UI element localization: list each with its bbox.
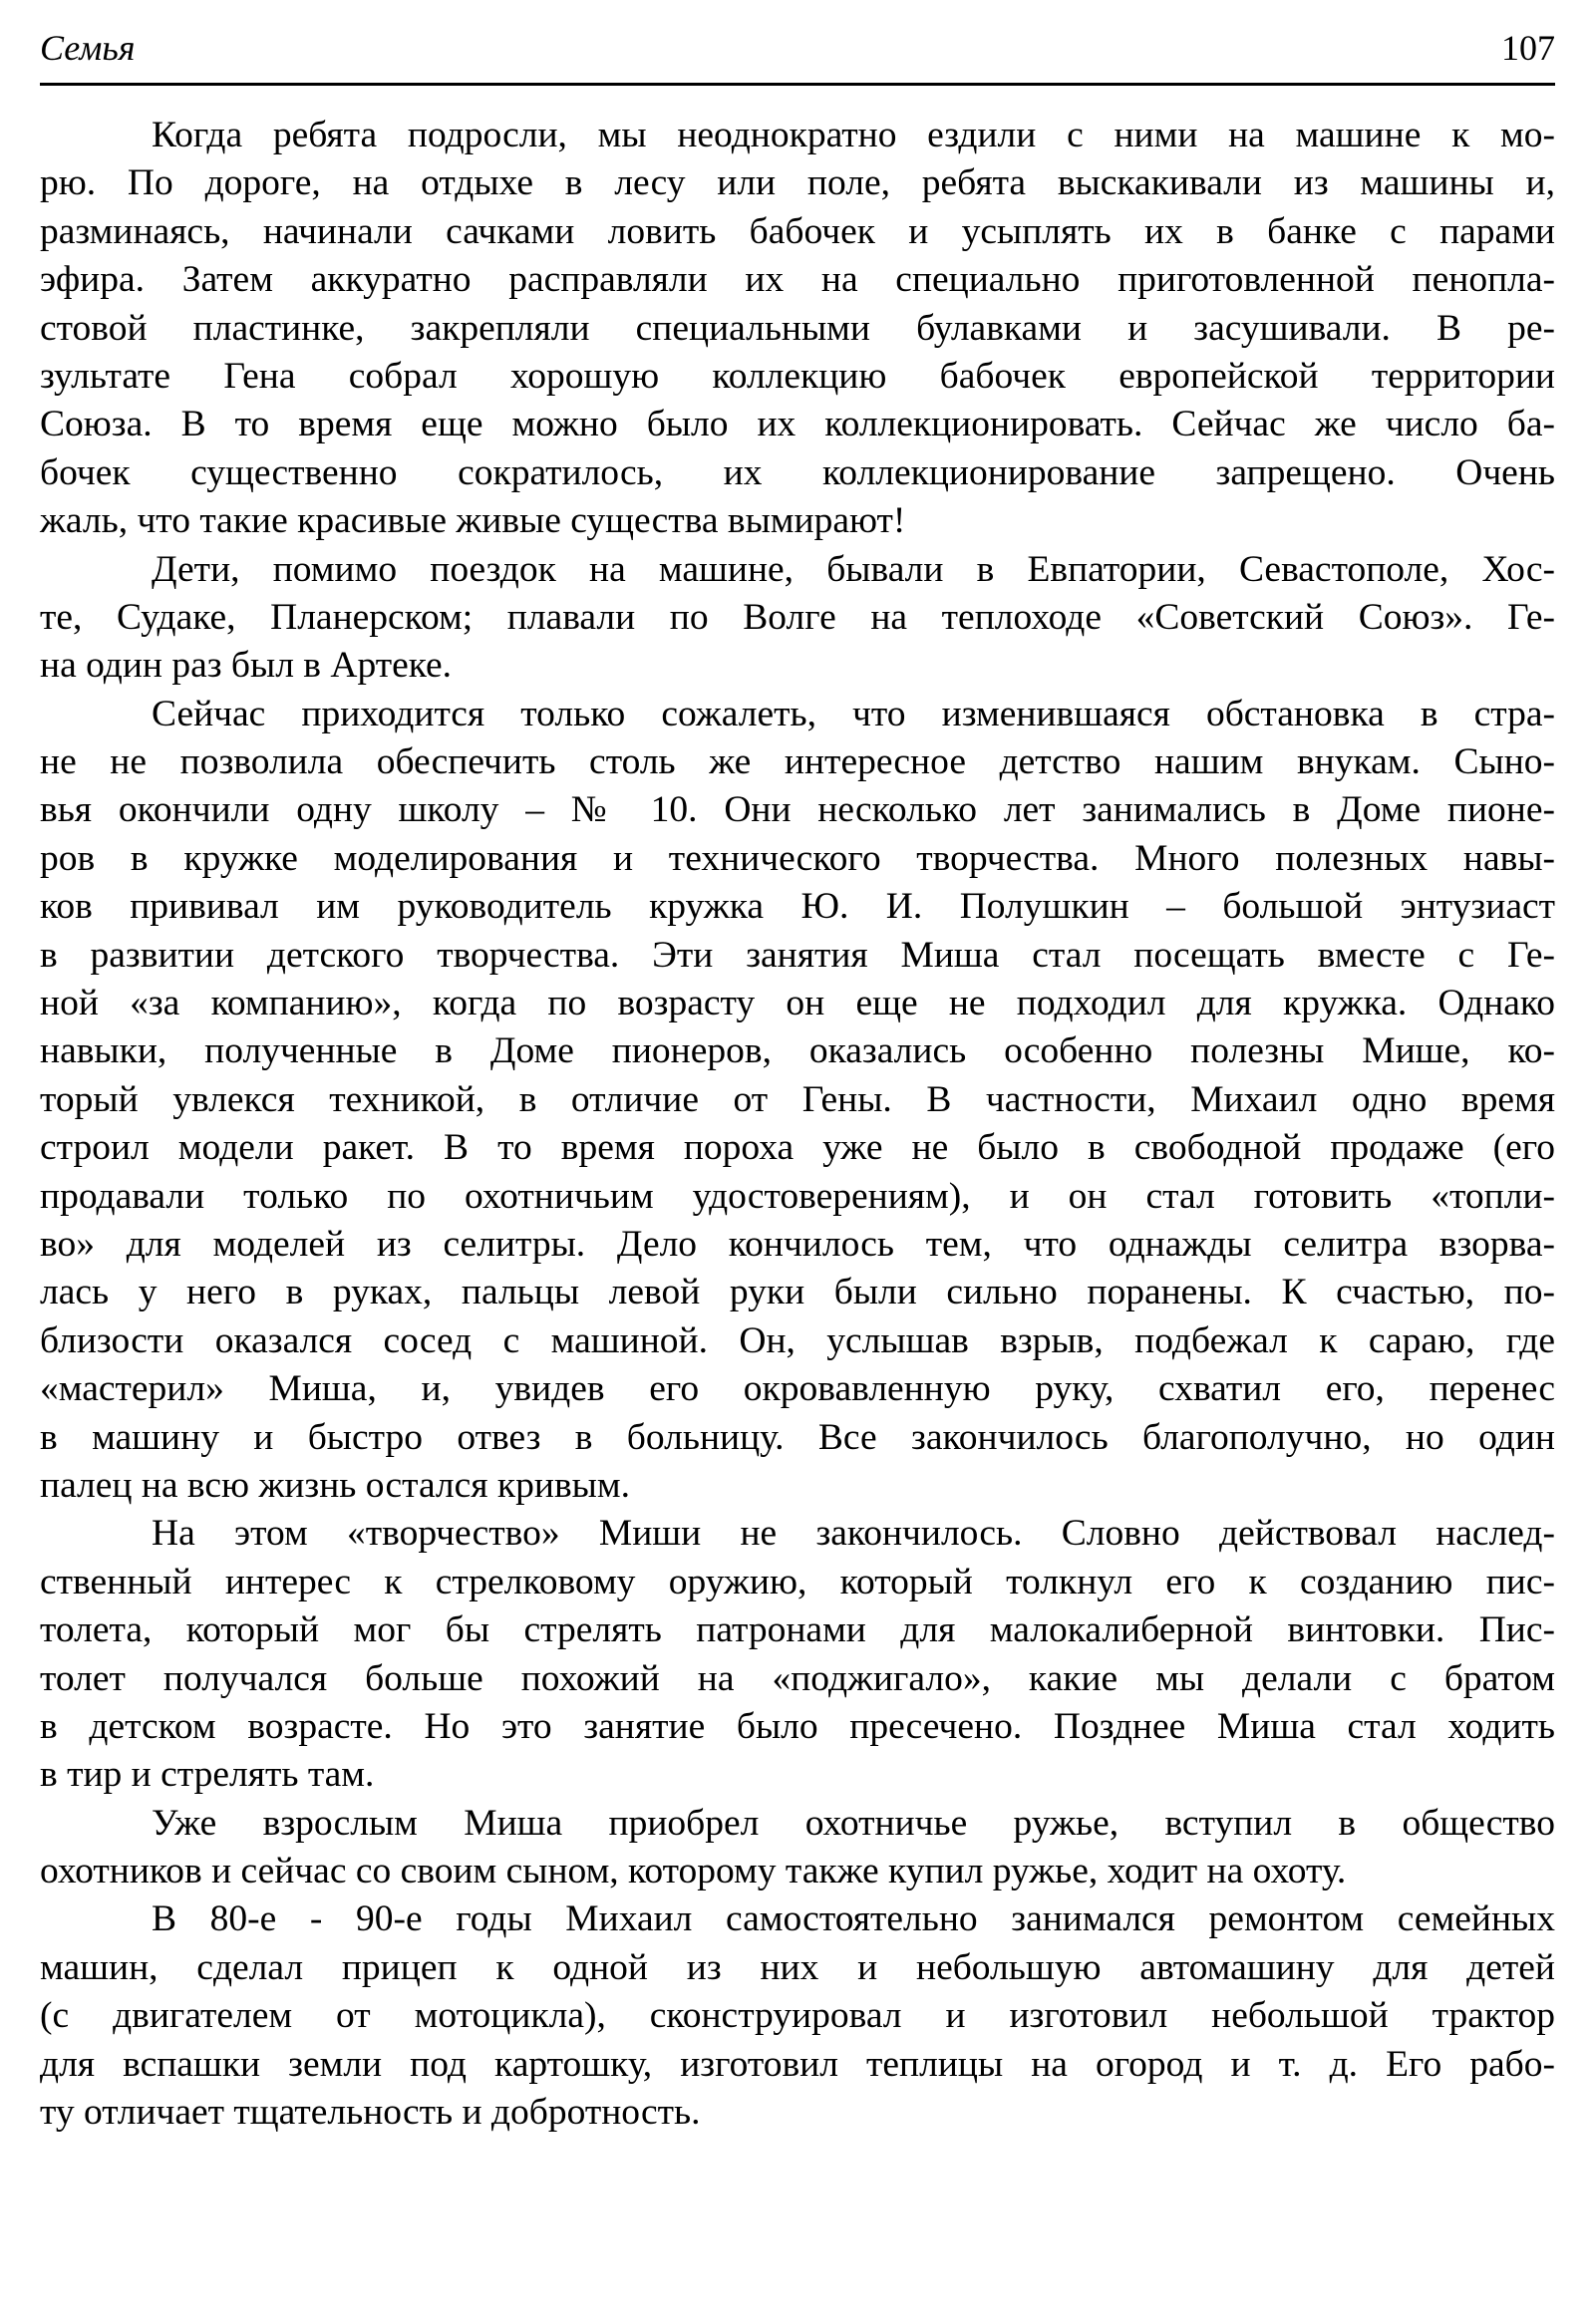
page-number: 107 <box>1501 28 1555 68</box>
text-line: Уже взрослым Миша приобрел охотничье ружье, вступил в общество <box>152 1802 1555 1844</box>
text-line: В 80-е - 90-е годы Михаил самостоятельно занимался ремонтом семейных <box>152 1898 1555 1940</box>
text-line: разминаясь, начинали сачками ловить бабочек и усыплять их в банке с парами <box>40 210 1555 252</box>
text-line: (с двигателем от мотоцикла), сконструировал и изготовил небольшой трактор <box>40 1995 1555 2037</box>
text-line: палец на всю жизнь остался кривым. <box>40 1464 630 1506</box>
text-line: толета, который мог бы стрелять патронами для малокалиберной винтовки. Пис- <box>40 1609 1555 1651</box>
text-line: навыки, полученные в Доме пионеров, оказались особенно полезны Мише, ко- <box>40 1030 1555 1072</box>
text-line: для вспашки земли под картошку, изготовил теплицы на огород и т. д. Его рабо- <box>40 2043 1555 2085</box>
text-line: в тир и стрелять там. <box>40 1754 375 1796</box>
paragraph <box>40 112 1555 546</box>
text-line: Дети, помимо поездок на машине, бывали в Евпатории, Севастополе, Хос- <box>152 548 1555 590</box>
text-line: те, Судаке, Планерском; плавали по Волге на теплоходе «Советский Союз». Ге- <box>40 596 1555 638</box>
text-line: в развитии детского творчества. Эти занятия Миша стал посещать вместе с Ге- <box>40 934 1555 976</box>
running-header <box>40 22 1555 84</box>
text-line: ту отличает тщательность и добротность. <box>40 2092 701 2134</box>
text-line: ственный интерес к стрелковому оружию, который толкнул его к созданию пис- <box>40 1561 1555 1602</box>
text-line: эфира. Затем аккуратно расправляли их на специально приготовленной пенопла- <box>40 259 1555 301</box>
text-line: рю. По дороге, на отдыхе в лесу или поле, ребята выскакивали из машины и, <box>40 162 1555 204</box>
paragraph <box>40 691 1555 1511</box>
text-line: Союза. В то время еще можно было их коллекционировать. Сейчас же число ба- <box>40 404 1555 445</box>
text-line: Когда ребята подросли, мы неоднократно ездили с ними на машине к мо- <box>152 115 1555 155</box>
text-line: продавали только по охотничьим удостоверениям), и он стал готовить «топли- <box>40 1175 1555 1217</box>
text-line: не не позволила обеспечить столь же интересное детство нашим внукам. Сыно- <box>40 741 1555 783</box>
text-line: стовой пластинке, закрепляли специальными булавками и засушивали. В ре- <box>40 307 1555 349</box>
text-line: во» для моделей из селитры. Дело кончилось тем, что однажды селитра взорва- <box>40 1223 1555 1265</box>
text-line: «мастерил» Миша, и, увидев его окровавленную руку, схватил его, перенес <box>40 1368 1555 1410</box>
text-line: жаль, что такие красивые живые существа вымирают! <box>40 500 906 542</box>
text-line: торый увлекся техникой, в отличие от Гены. В частности, Михаил одно время <box>40 1078 1555 1120</box>
text-line: в машину и быстро отвез в больницу. Все закончилось благополучно, но один <box>40 1416 1555 1458</box>
text-line: зультате Гена собрал хорошую коллекцию бабочек европейской территории <box>40 355 1555 397</box>
text-line: лась у него в руках, пальцы левой руки были сильно поранены. К счастью, по- <box>40 1272 1555 1313</box>
paragraph <box>40 1510 1555 1799</box>
paragraph <box>40 546 1555 691</box>
paragraph <box>40 1800 1555 1896</box>
paragraph <box>40 1895 1555 2137</box>
text-line: охотников и сейчас со своим сыном, которому также купил ружье, ходит на охоту. <box>40 1851 1347 1892</box>
chapter-title: Семья <box>40 28 136 68</box>
text-line: толет получался больше похожий на «поджигало», какие мы делали с братом <box>40 1657 1555 1699</box>
text-line: На этом «творчество» Миши не закончилось. Словно действовал наслед- <box>152 1513 1555 1555</box>
text-line: машин, сделал прицеп к одной из них и небольшую автомашину для детей <box>40 1946 1555 1988</box>
text-line: ков прививал им руководитель кружка Ю. И. Полушкин – большой энтузиаст <box>40 886 1555 928</box>
body-text <box>40 112 1555 2137</box>
text-line: ной «за компанию», когда по возрасту он еще не подходил для кружка. Однако <box>40 983 1555 1024</box>
text-line: близости оказался сосед с машиной. Он, услышав взрыв, подбежал к сараю, где <box>40 1319 1555 1361</box>
text-line: бочек существенно сократилось, их коллекционирование запрещено. Очень <box>40 451 1555 493</box>
text-line: ров в кружке моделирования и технического творчества. Много полезных навы- <box>40 837 1555 879</box>
text-line: Сейчас приходится только сожалеть, что изменившаяся обстановка в стра- <box>152 693 1555 734</box>
text-line: вья окончили одну школу – № 10. Они несколько лет занимались в Доме пионе- <box>40 789 1555 831</box>
text-line: на один раз был в Артеке. <box>40 645 453 687</box>
header-divider <box>40 83 1555 86</box>
text-line: строил модели ракет. В то время пороха уже не было в свободной продаже (его <box>40 1127 1555 1169</box>
text-line: в детском возрасте. Но это занятие было пресечено. Позднее Миша стал ходить <box>40 1705 1555 1747</box>
